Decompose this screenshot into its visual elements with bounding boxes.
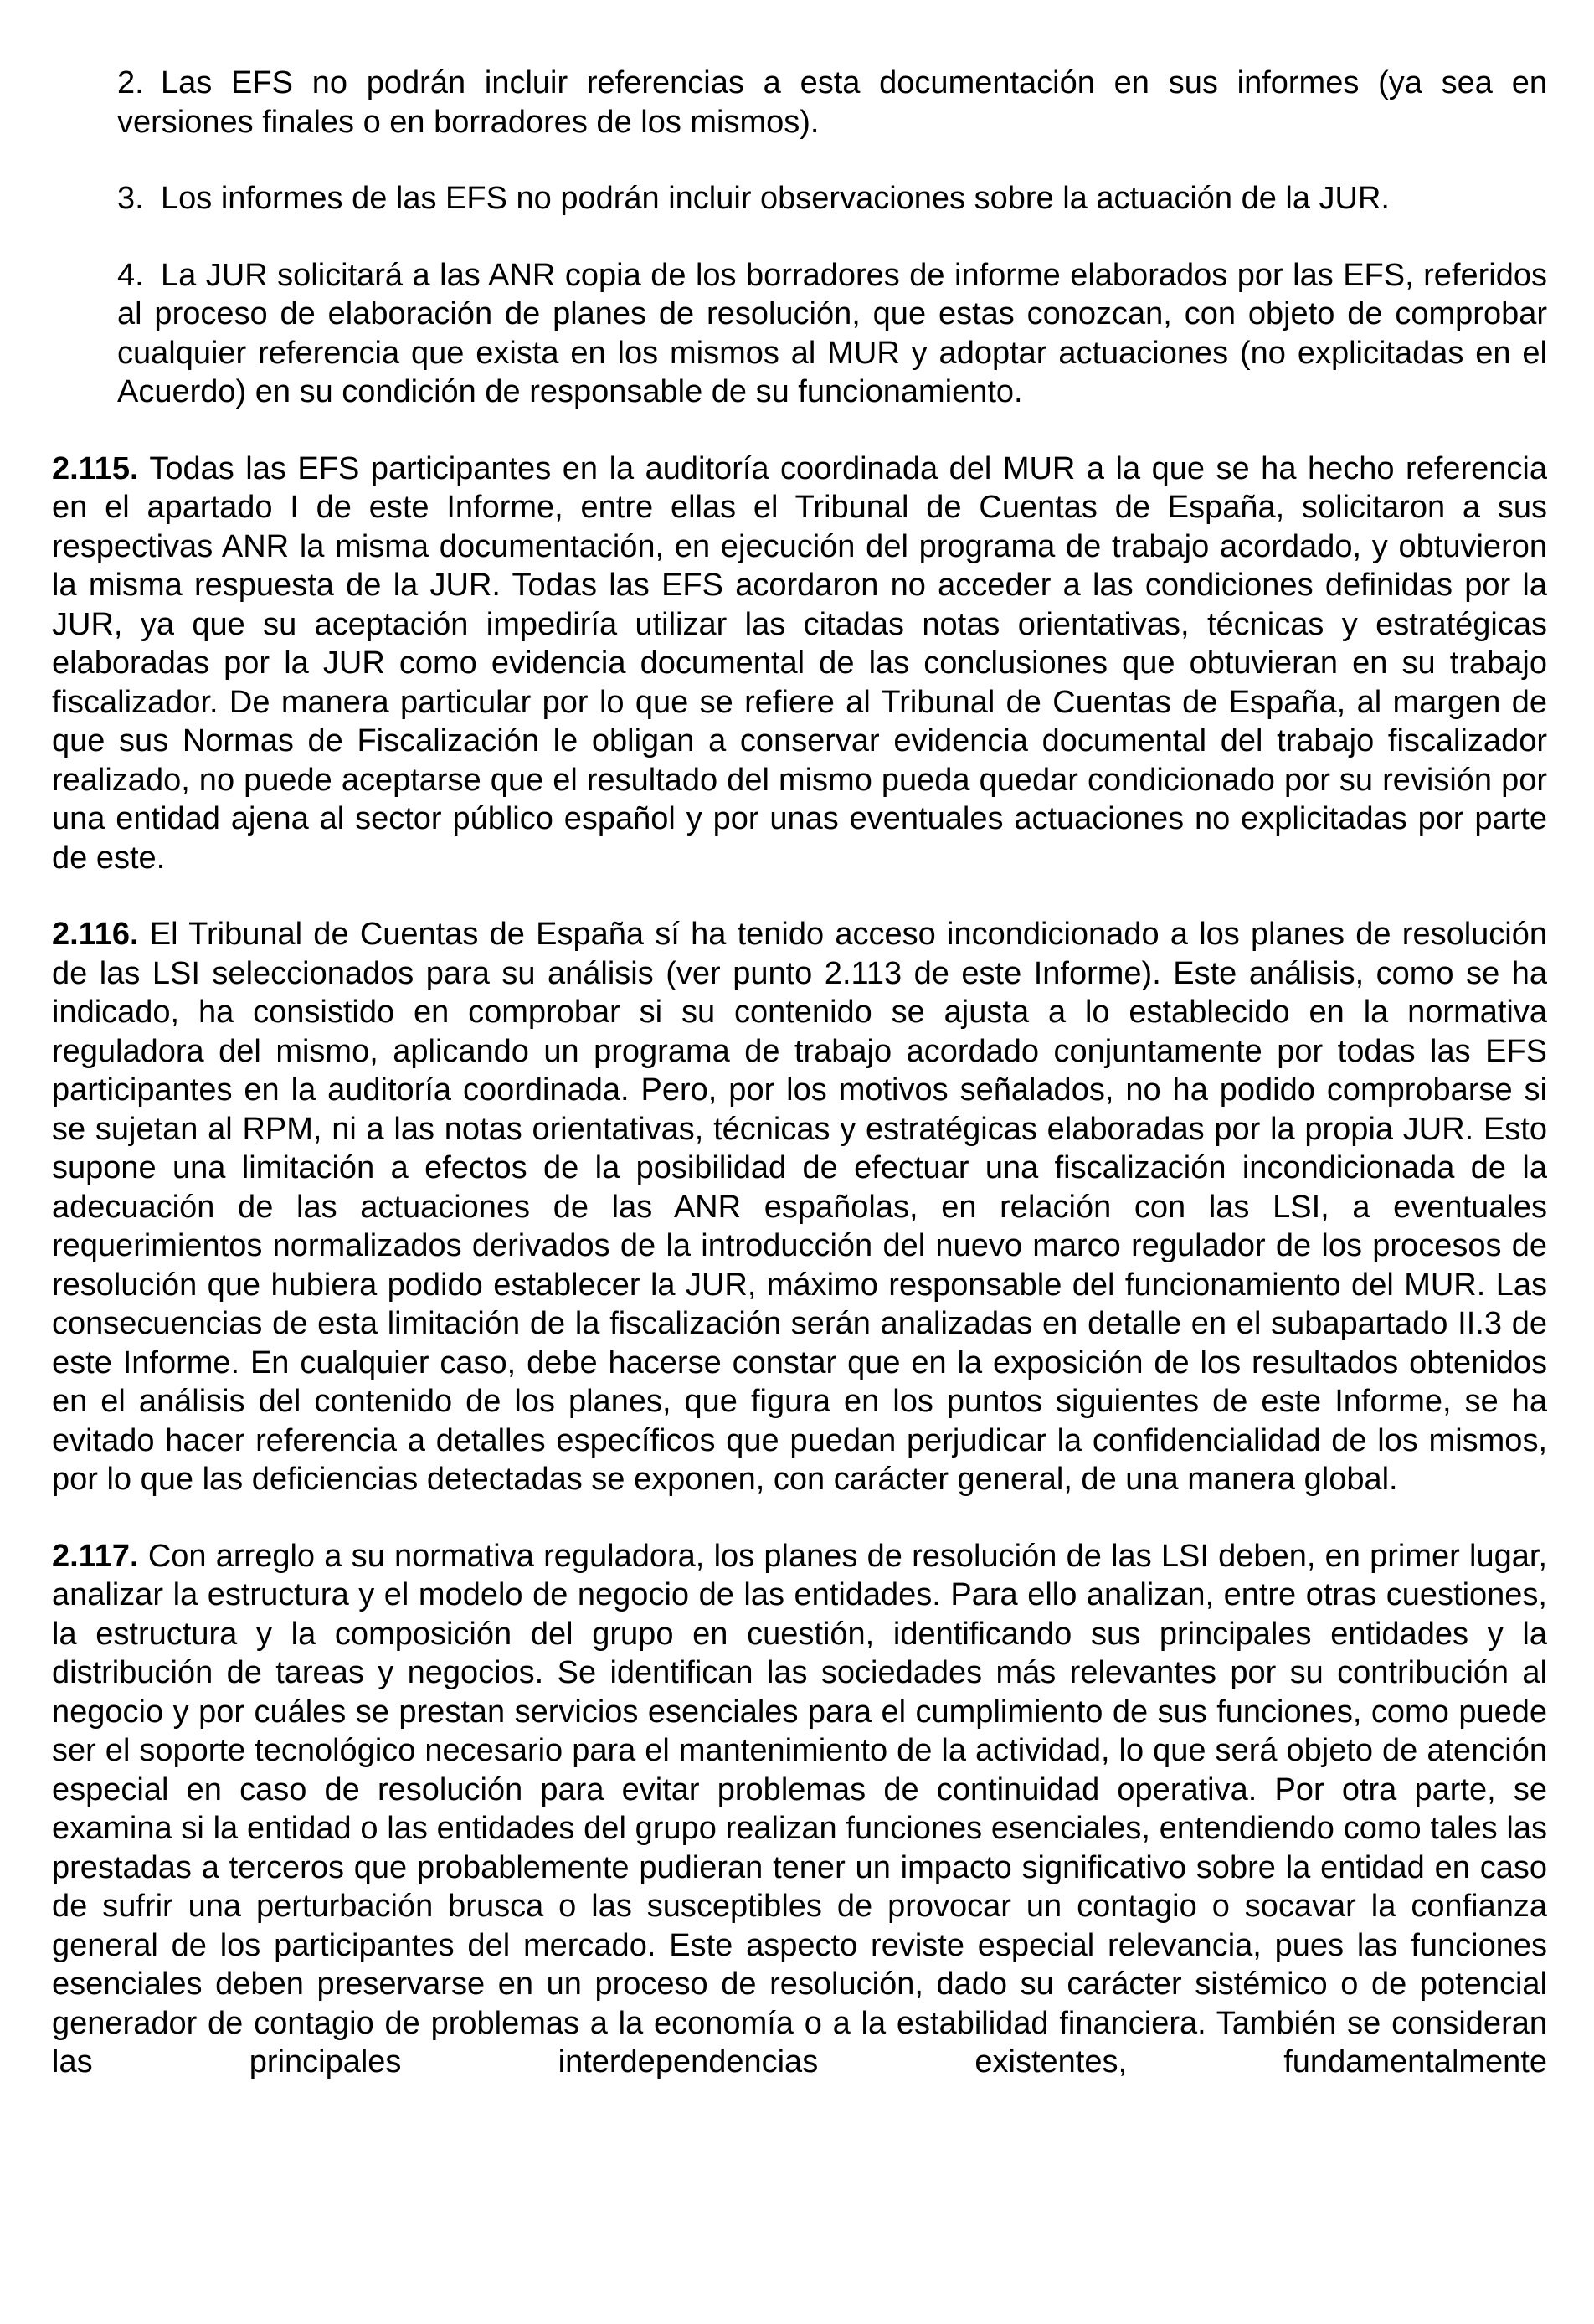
paragraph-2-117: [52, 1537, 1547, 2082]
paragraph-text: Con arreglo a su normativa reguladora, los planes de resolución de las LSI deben, en primer lugar, analizar la estructura y el modelo de negocio de las entidades. Para ello analizan, entre otras cuestiones, la estructura y la composición del grupo en cuestión, identificando sus principales entidades y la distribución de tareas y negocios. Se identifican las sociedades más relevantes por su contribución al negocio y por cuáles se prestan servicios esenciales para el cumplimiento de sus funciones, como puede ser el soporte tecnológico necesario para el mantenimiento de la actividad, lo que será objeto de atención especial en caso de resolución para evitar problemas de continuidad operativa. Por otra parte, se examina si la entidad o las entidades del grupo realizan funciones esenciales, entendiendo como tales las prestadas a terceros que probablemente pudieran tener un impacto significativo sobre la entidad en caso de sufrir una perturbación brusca o las susceptibles de provocar un contagio o socavar la confianza general de los participantes del mercado. Este aspecto reviste especial relevancia, pues las funciones esenciales deben preservarse en un proceso de resolución, dado su carácter sistémico o de potencial generador de contagio de problemas a la economía o a la estabilidad financiera. También se consideran las principales interdependencias existentes, fundamentalmente: [52, 1538, 1548, 2080]
list-item-text: Las EFS no podrán incluir referencias a esta documentación en sus informes (ya sea en versiones finales o en borradores de los mismos).: [117, 65, 1547, 140]
list-item-text: La JUR solicitará a las ANR copia de los borradores de informe elaborados por las EFS, referidos al proceso de elaboración de planes de resolución, que estas conozcan, con objeto de comprobar cualquier referencia que exista en los mismos al MUR y adoptar actuaciones (no explicitadas en el Acuerdo) en su condición de responsable de su funcionamiento.: [117, 257, 1547, 409]
list-item-number: 4.: [117, 257, 144, 293]
paragraph-number: 2.115.: [52, 450, 139, 486]
paragraph-number: 2.117.: [52, 1538, 139, 1574]
list-item-number: 3.: [117, 181, 144, 216]
paragraph-2-116: [52, 915, 1547, 1499]
list-item: [117, 256, 1547, 412]
list-item-number: 2.: [117, 65, 144, 100]
paragraph-number: 2.116.: [52, 917, 139, 952]
paragraph-2-115: [52, 450, 1547, 878]
paragraph-text: Todas las EFS participantes en la auditoría coordinada del MUR a la que se ha hecho referencia en el apartado I de este Informe, entre ellas el Tribunal de Cuentas de España, solicitaron a sus respectivas ANR la misma documentación, en ejecución del programa de trabajo acordado, y obtuvieron la misma respuesta de la JUR. Todas las EFS acordaron no acceder a las condiciones definidas por la JUR, ya que su aceptación impediría utilizar las citadas notas orientativas, técnicas y estratégicas elaboradas por la JUR como evidencia documental de las conclusiones que obtuvieran en su trabajo fiscalizador. De manera particular por lo que se refiere al Tribunal de Cuentas de España, al margen de que sus Normas de Fiscalización le obligan a conservar evidencia documental del trabajo fiscalizador realizado, no puede aceptarse que el resultado del mismo pueda quedar condicionado por su revisión por una entidad ajena al sector público español y por unas eventuales actuaciones no explicitadas por parte de este.: [52, 450, 1547, 876]
list-item-text: Los informes de las EFS no podrán incluir observaciones sobre la actuación de la JUR.: [161, 181, 1390, 216]
paragraph-text: El Tribunal de Cuentas de España sí ha tenido acceso incondicionado a los planes de resolución de las LSI seleccionados para su análisis (ver punto 2.113 de este Informe). Este análisis, como se ha indicado, ha consistido en comprobar si su contenido se ajusta a lo establecido en la normativa reguladora del mismo, aplicando un programa de trabajo acordado conjuntamente por todas las EFS participantes en la auditoría coordinada. Pero, por los motivos señalados, no ha podido comprobarse si se sujetan al RPM, ni a las notas orientativas, técnicas y estratégicas elaboradas por la propia JUR. Esto supone una limitación a efectos de la posibilidad de efectuar una fiscalización incondicionada de la adecuación de las actuaciones de las ANR españolas, en relación con las LSI, a eventuales requerimientos normalizados derivados de la introducción del nuevo marco regulador de los procesos de resolución que hubiera podido establecer la JUR, máximo responsable del funcionamiento del MUR. Las consecuencias de esta limitación de la fiscalización serán analizadas en detalle en el subapartado II.3 de este Informe. En cualquier caso, debe hacerse constar que en la exposición de los resultados obtenidos en el análisis del contenido de los planes, que figura en los puntos siguientes de este Informe, se ha evitado hacer referencia a detalles específicos que puedan perjudicar la confidencialidad de los mismos, por lo que las deficiencias detectadas se exponen, con carácter general, de una manera global.: [52, 917, 1548, 1497]
list-item: [117, 179, 1547, 219]
list-item: [117, 64, 1547, 141]
document-page: [52, 64, 1547, 2082]
